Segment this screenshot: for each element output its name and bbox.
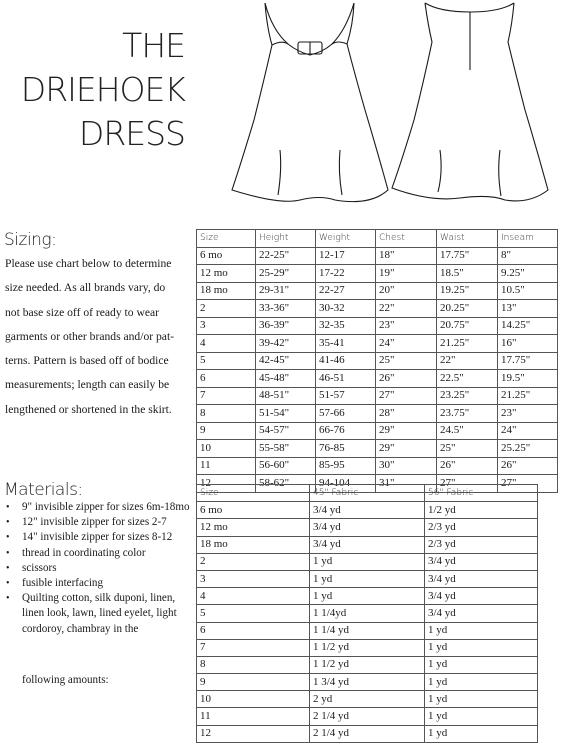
table-row <box>197 725 538 742</box>
table-row <box>197 570 538 587</box>
table-cell: 58-62" <box>256 475 316 493</box>
table-cell: 22" <box>437 352 498 370</box>
table-cell: 23.75" <box>437 405 498 423</box>
table-cell: 33-36" <box>256 300 316 318</box>
table-cell: 8 <box>197 656 310 673</box>
column-header: Size <box>197 485 310 502</box>
table-cell: 3 <box>197 570 310 587</box>
table-cell: 23" <box>498 405 558 423</box>
table-cell: 13" <box>498 300 558 318</box>
table-cell: 27" <box>498 475 558 493</box>
column-header: Height <box>256 230 316 248</box>
materials-item: • 12" invisible zipper for sizes 2-7 <box>0 515 190 530</box>
table-cell: 20.75" <box>437 317 498 335</box>
table-cell: 23.25" <box>437 387 498 405</box>
table-cell: 1 yd <box>425 656 538 673</box>
table-cell: 56-60" <box>256 457 316 475</box>
table-cell: 29-31" <box>256 282 316 300</box>
table-cell: 2 <box>197 553 310 570</box>
table-cell: 9.25" <box>498 265 558 283</box>
sizing-line: Please use chart below to determine <box>5 257 172 270</box>
table-cell: 4 <box>197 335 256 353</box>
table-cell: 27" <box>437 475 498 493</box>
table-row <box>197 674 538 691</box>
table-cell: 57-66 <box>316 405 376 423</box>
table-cell: 22-27 <box>316 282 376 300</box>
table-cell: 12 mo <box>197 519 310 536</box>
table-cell: 85-95 <box>316 457 376 475</box>
table-cell: 48-51" <box>256 387 316 405</box>
table-cell: 1 yd <box>425 622 538 639</box>
table-cell: 19" <box>376 265 437 283</box>
table-row <box>197 300 558 318</box>
materials-list <box>0 500 190 637</box>
table-cell: 24" <box>498 422 558 440</box>
sizing-heading: Sizing: <box>4 230 57 250</box>
table-row <box>197 352 558 370</box>
table-row <box>197 656 538 673</box>
title-line-1: THE <box>122 26 185 65</box>
table-cell: 3/4 yd <box>425 588 538 605</box>
table-cell: 54-57" <box>256 422 316 440</box>
sizing-line: terns. Pattern is based off of bodice <box>5 354 169 368</box>
table-cell: 2 1/4 yd <box>310 708 425 725</box>
table-cell: 19.25" <box>437 282 498 300</box>
pattern-title <box>21 24 185 156</box>
table-cell: 6 mo <box>197 247 256 265</box>
table-cell: 30-32 <box>316 300 376 318</box>
table-row <box>197 622 538 639</box>
table-cell: 18 mo <box>197 282 256 300</box>
materials-item: • 14" invisible zipper for sizes 8-12 <box>0 530 190 545</box>
table-row <box>197 588 538 605</box>
table-row <box>197 317 558 335</box>
table-row <box>197 639 538 656</box>
sizing-line: size needed. As all brands vary, do <box>5 281 166 295</box>
column-header: Inseam <box>498 230 558 248</box>
table-cell: 9 <box>197 422 256 440</box>
column-header: Weight <box>316 230 376 248</box>
table-cell: 12-17 <box>316 247 376 265</box>
table-cell: 1 yd <box>425 674 538 691</box>
size-chart-table <box>196 229 558 493</box>
table-cell: 45-48" <box>256 370 316 388</box>
table-cell: 17.75" <box>437 247 498 265</box>
table-cell: 9 <box>197 674 310 691</box>
table-cell: 11 <box>197 457 256 475</box>
table-cell: 1 yd <box>310 588 425 605</box>
dress-front-drawing <box>232 3 388 202</box>
table-cell: 42-45" <box>256 352 316 370</box>
table-cell: 51-54" <box>256 405 316 423</box>
sizing-line: garments or other brands and/or pat- <box>5 329 175 343</box>
table-row <box>197 370 558 388</box>
table-row <box>197 282 558 300</box>
table-cell: 19.5" <box>498 370 558 388</box>
table-cell: 1 yd <box>310 553 425 570</box>
dress-illustration <box>220 0 560 215</box>
table-row <box>197 536 538 553</box>
table-cell: 6 <box>197 370 256 388</box>
table-cell: 7 <box>197 639 310 656</box>
table-cell: 5 <box>197 352 256 370</box>
table-row <box>197 247 558 265</box>
column-header: Chest <box>376 230 437 248</box>
table-row <box>197 422 558 440</box>
table-cell: 6 mo <box>197 502 310 519</box>
table-cell: 2 yd <box>310 691 425 708</box>
table-cell: 3 <box>197 317 256 335</box>
table-cell: 3/4 yd <box>310 536 425 553</box>
table-cell: 29" <box>376 422 437 440</box>
table-row <box>197 553 538 570</box>
table-cell: 26" <box>437 457 498 475</box>
sizing-paragraph <box>5 252 185 422</box>
table-cell: 1 1/4 yd <box>310 622 425 639</box>
table-cell: 7 <box>197 387 256 405</box>
table-cell: 24" <box>376 335 437 353</box>
table-cell: 51-57 <box>316 387 376 405</box>
column-header: Size <box>197 230 256 248</box>
materials-note: following amounts: <box>22 674 109 686</box>
column-header: 45" Fabric <box>310 485 425 502</box>
table-cell: 41-46 <box>316 352 376 370</box>
table-cell: 30" <box>376 457 437 475</box>
table-row <box>197 708 538 725</box>
table-cell: 14.25" <box>498 317 558 335</box>
table-cell: 18" <box>376 247 437 265</box>
title-line-3: DRESS <box>78 114 185 153</box>
table-cell: 31" <box>376 475 437 493</box>
table-cell: 25" <box>437 440 498 458</box>
table-row <box>197 440 558 458</box>
table-cell: 55-58" <box>256 440 316 458</box>
table-cell: 3/4 yd <box>310 502 425 519</box>
table-cell: 1 yd <box>425 725 538 742</box>
table-cell: 29" <box>376 440 437 458</box>
table-cell: 26" <box>498 457 558 475</box>
table-cell: 10.5" <box>498 282 558 300</box>
table-cell: 12 <box>197 475 256 493</box>
table-cell: 39-42" <box>256 335 316 353</box>
sizing-line: not base size off of ready to wear <box>5 305 159 319</box>
table-cell: 32-35 <box>316 317 376 335</box>
materials-heading: Materials: <box>4 480 83 500</box>
column-header: 56" Fabric <box>425 485 538 502</box>
table-row <box>197 335 558 353</box>
table-cell: 26" <box>376 370 437 388</box>
table-cell: 1/2 yd <box>425 502 538 519</box>
table-cell: 1 1/2 yd <box>310 639 425 656</box>
table-cell: 22.5" <box>437 370 498 388</box>
table-cell: 6 <box>197 622 310 639</box>
table-cell: 94-104 <box>316 475 376 493</box>
table-cell: 1 yd <box>425 639 538 656</box>
column-header: Waist <box>437 230 498 248</box>
table-cell: 1 yd <box>425 708 538 725</box>
table-cell: 66-76 <box>316 422 376 440</box>
table-cell: 1 yd <box>310 570 425 587</box>
table-cell: 2 1/4 yd <box>310 725 425 742</box>
table-cell: 1 1/4yd <box>310 605 425 622</box>
table-cell: 4 <box>197 588 310 605</box>
table-cell: 21.25" <box>437 335 498 353</box>
table-cell: 24.5" <box>437 422 498 440</box>
sizing-line: measurements; length can easily be <box>5 378 170 392</box>
table-cell: 18.5" <box>437 265 498 283</box>
table-cell: 8" <box>498 247 558 265</box>
table-cell: 2/3 yd <box>425 536 538 553</box>
table-cell: 25.25" <box>498 440 558 458</box>
dress-back-drawing <box>392 3 548 201</box>
table-cell: 1 yd <box>425 691 538 708</box>
table-cell: 3/4 yd <box>425 553 538 570</box>
table-cell: 2/3 yd <box>425 519 538 536</box>
materials-item: • fusible interfacing <box>0 576 190 591</box>
title-line-2: DRIEHOEK <box>20 70 185 109</box>
table-row <box>197 457 558 475</box>
fabric-chart-header-row <box>197 485 538 502</box>
materials-item: • scissors <box>0 561 190 576</box>
size-chart-header-row <box>197 230 558 248</box>
table-row <box>197 605 538 622</box>
table-row <box>197 265 558 283</box>
table-cell: 76-85 <box>316 440 376 458</box>
table-cell: 28" <box>376 405 437 423</box>
sizing-line: lengthened or shortened in the skirt. <box>5 402 172 416</box>
table-cell: 3/4 yd <box>425 605 538 622</box>
table-cell: 22" <box>376 300 437 318</box>
table-cell: 27" <box>376 387 437 405</box>
table-cell: 10 <box>197 691 310 708</box>
table-cell: 23" <box>376 317 437 335</box>
materials-item: • thread in coordinating color <box>0 546 190 561</box>
materials-item: • Quilting cotton, silk duponi, linen, linen look, lawn, lined eyelet, light cordoroy, chambray in the <box>0 591 190 637</box>
table-cell: 25" <box>376 352 437 370</box>
table-cell: 25-29" <box>256 265 316 283</box>
table-cell: 36-39" <box>256 317 316 335</box>
table-cell: 11 <box>197 708 310 725</box>
fabric-chart-table <box>196 484 538 743</box>
table-cell: 2 <box>197 300 256 318</box>
table-cell: 20" <box>376 282 437 300</box>
table-cell: 12 <box>197 725 310 742</box>
table-cell: 5 <box>197 605 310 622</box>
table-cell: 1 3/4 yd <box>310 674 425 691</box>
table-cell: 17-22 <box>316 265 376 283</box>
table-cell: 12 mo <box>197 265 256 283</box>
table-cell: 10 <box>197 440 256 458</box>
table-cell: 3/4 yd <box>425 570 538 587</box>
table-row <box>197 519 538 536</box>
table-row <box>197 502 538 519</box>
table-row <box>197 387 558 405</box>
table-cell: 17.75" <box>498 352 558 370</box>
table-cell: 1 1/2 yd <box>310 656 425 673</box>
table-cell: 35-41 <box>316 335 376 353</box>
materials-item: • 9" invisible zipper for sizes 6m-18mo <box>0 500 190 515</box>
table-cell: 20.25" <box>437 300 498 318</box>
table-cell: 16" <box>498 335 558 353</box>
table-cell: 3/4 yd <box>310 519 425 536</box>
table-cell: 8 <box>197 405 256 423</box>
table-cell: 46-51 <box>316 370 376 388</box>
table-cell: 18 mo <box>197 536 310 553</box>
table-cell: 21.25" <box>498 387 558 405</box>
table-row <box>197 405 558 423</box>
table-row <box>197 691 538 708</box>
table-cell: 22-25" <box>256 247 316 265</box>
